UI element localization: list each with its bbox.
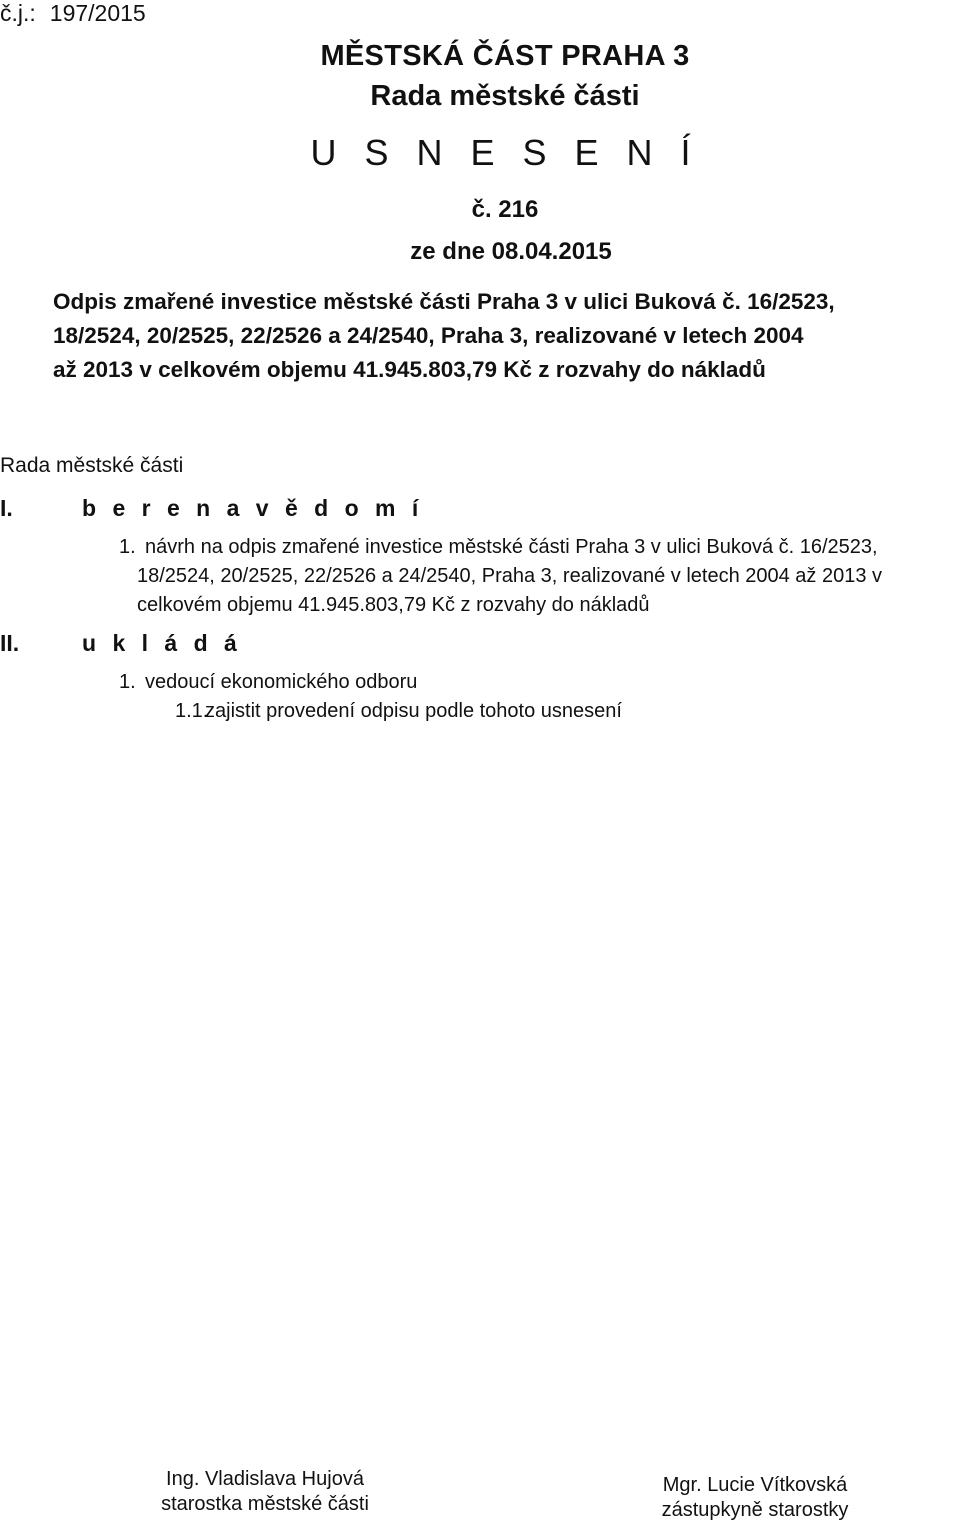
section-1-item-1 xyxy=(119,536,878,559)
section-1-numeral: I. xyxy=(0,495,13,521)
subject-line-3: až 2013 v celkovém objemu 41.945.803,79 Kč z rozvahy do nákladů xyxy=(53,357,766,382)
resolution-number: č. 216 xyxy=(471,196,539,223)
section-2-subitem-1-1 xyxy=(175,700,622,723)
reference-number xyxy=(0,0,146,27)
authority-title: MĚSTSKÁ ČÁST PRAHA 3 xyxy=(320,40,690,72)
item-number: 1. xyxy=(119,536,136,558)
reference-value: 197/2015 xyxy=(49,0,146,26)
subitem-number: 1.1. xyxy=(175,700,209,722)
signature-name: Ing. Vladislava Hujová xyxy=(166,1468,364,1490)
section-2-verb: u k l á d á xyxy=(82,630,242,656)
section-1-verb: b e r e n a v ě d o m í xyxy=(82,495,424,521)
council-title: Rada městské části xyxy=(370,80,640,112)
signature-mayor xyxy=(100,1468,430,1516)
section-1-item-1-line-2: 18/2524, 20/2525, 22/2526 a 24/2540, Praha 3, realizované v letech 2004 až 2013 v xyxy=(137,565,883,587)
subject-line-2: 18/2524, 20/2525, 22/2526 a 24/2540, Praha 3, realizované v letech 2004 xyxy=(53,323,804,348)
item-number: 1. xyxy=(119,671,136,693)
item-text-line-1: návrh na odpis zmařené investice městské části Praha 3 v ulici Buková č. 16/2523, xyxy=(145,536,878,558)
subitem-text: zajistit provedení odpisu podle tohoto usnesení xyxy=(205,700,622,722)
signature-deputy-mayor xyxy=(590,1474,920,1522)
section-2-numeral: II. xyxy=(0,630,20,656)
signature-name: Mgr. Lucie Vítkovská xyxy=(662,1474,848,1496)
section-2-item-1 xyxy=(119,671,417,694)
council-label: Rada městské části xyxy=(0,454,184,477)
signature-role: zástupkyně starostky xyxy=(661,1499,849,1521)
signature-role: starostka městské části xyxy=(161,1493,369,1515)
resolution-date: ze dne 08.04.2015 xyxy=(410,238,612,265)
subject-line-1: Odpis zmařené investice městské části Praha 3 v ulici Buková č. 16/2523, xyxy=(53,289,835,314)
reference-label: č.j.: xyxy=(0,0,36,26)
section-1-item-1-line-3: celkovém objemu 41.945.803,79 Kč z rozvahy do nákladů xyxy=(137,594,650,616)
document-type: U S N E S E N Í xyxy=(310,132,700,173)
item-text: vedoucí ekonomického odboru xyxy=(145,671,418,693)
